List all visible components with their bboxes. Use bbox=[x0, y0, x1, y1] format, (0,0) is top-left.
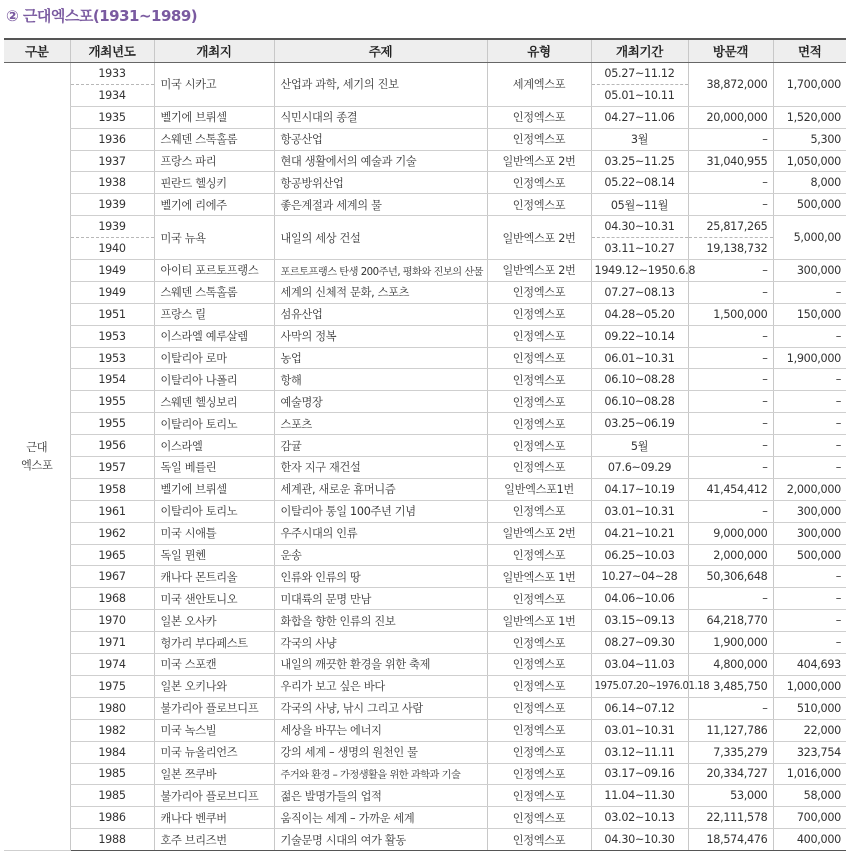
area-cell: – bbox=[773, 632, 846, 654]
place-cell: 스웨덴 스톡홀롬 bbox=[154, 128, 274, 150]
type-cell: 인정엑스포 bbox=[487, 128, 591, 150]
place-cell: 프랑스 릴 bbox=[154, 303, 274, 325]
area-cell: – bbox=[773, 281, 846, 303]
year-cell: 1985 bbox=[70, 763, 154, 785]
year-cell: 1961 bbox=[70, 500, 154, 522]
table-row bbox=[4, 675, 846, 697]
year-cell: 1953 bbox=[70, 325, 154, 347]
visitors-cell: – bbox=[688, 325, 773, 347]
area-cell: 5,300 bbox=[773, 128, 846, 150]
table-row bbox=[4, 478, 846, 500]
period-cell: 06.01~10.31 bbox=[591, 347, 688, 369]
visitors-cell: – bbox=[688, 435, 773, 457]
theme-cell: 내일의 세상 건설 bbox=[274, 216, 487, 260]
place-cell: 미국 녹스빌 bbox=[154, 719, 274, 741]
type-cell: 일반엑스포 1번 bbox=[487, 610, 591, 632]
place-cell: 이탈리아 토리노 bbox=[154, 500, 274, 522]
table-row bbox=[4, 194, 846, 216]
period-cell: 5월 bbox=[591, 435, 688, 457]
place-cell: 호주 브리즈번 bbox=[154, 829, 274, 851]
visitors-cell: – bbox=[688, 500, 773, 522]
section-title: ② 근대엑스포(1931~1989) bbox=[6, 7, 198, 25]
area-cell: 323,754 bbox=[773, 741, 846, 763]
visitors-cell: 20,334,727 bbox=[688, 763, 773, 785]
table-row bbox=[4, 435, 846, 457]
table-row bbox=[4, 588, 846, 610]
expo-table bbox=[4, 38, 846, 851]
type-cell: 인정엑스포 bbox=[487, 413, 591, 435]
area-cell: – bbox=[773, 457, 846, 479]
place-cell: 스웨덴 스톡홀롬 bbox=[154, 281, 274, 303]
place-cell: 핀란드 헬싱키 bbox=[154, 172, 274, 194]
place-cell: 캐나다 벤쿠버 bbox=[154, 807, 274, 829]
period-cell: 10.27~04~28 bbox=[591, 566, 688, 588]
visitors-cell: – bbox=[688, 413, 773, 435]
year-cell: 1968 bbox=[70, 588, 154, 610]
period-cell: 03.17~09.16 bbox=[591, 763, 688, 785]
year-cell: 1957 bbox=[70, 457, 154, 479]
visitors-cell: 1,900,000 bbox=[688, 632, 773, 654]
theme-cell: 각국의 사냥 bbox=[274, 632, 487, 654]
period-cell: 05.27~11.12 bbox=[591, 63, 688, 85]
visitors-cell: 25,817,265 bbox=[688, 216, 773, 238]
period-cell: 1975.07.20~1976.01.18 bbox=[591, 675, 688, 697]
table-header-row bbox=[4, 39, 846, 63]
visitors-cell: – bbox=[688, 369, 773, 391]
place-cell: 벨기에 브뤼셀 bbox=[154, 478, 274, 500]
area-cell: 22,000 bbox=[773, 719, 846, 741]
period-cell: 04.27~11.06 bbox=[591, 106, 688, 128]
visitors-cell: – bbox=[688, 391, 773, 413]
category-cell: 근대 엑스포 bbox=[4, 63, 70, 851]
visitors-cell: – bbox=[688, 457, 773, 479]
table-row bbox=[4, 544, 846, 566]
area-cell: 5,000,00 bbox=[773, 216, 846, 260]
type-cell: 인정엑스포 bbox=[487, 435, 591, 457]
period-cell: 08.27~09.30 bbox=[591, 632, 688, 654]
table-row bbox=[4, 325, 846, 347]
type-cell: 인정엑스포 bbox=[487, 741, 591, 763]
place-cell: 미국 시카고 bbox=[154, 63, 274, 107]
place-cell: 벨기에 브뤼셀 bbox=[154, 106, 274, 128]
area-cell: 404,693 bbox=[773, 654, 846, 676]
year-cell: 1953 bbox=[70, 347, 154, 369]
year-cell: 1988 bbox=[70, 829, 154, 851]
visitors-cell: – bbox=[688, 172, 773, 194]
theme-cell: 각국의 사냥, 낚시 그리고 사람 bbox=[274, 697, 487, 719]
table-row bbox=[4, 391, 846, 413]
year-cell: 1980 bbox=[70, 697, 154, 719]
type-cell: 일반엑스포 2번 bbox=[487, 216, 591, 260]
header-theme: 주제 bbox=[274, 39, 487, 63]
table-row bbox=[4, 807, 846, 829]
year-cell: 1958 bbox=[70, 478, 154, 500]
year-cell: 1970 bbox=[70, 610, 154, 632]
place-cell: 불가리아 플로브디프 bbox=[154, 785, 274, 807]
year-cell: 1971 bbox=[70, 632, 154, 654]
type-cell: 인정엑스포 bbox=[487, 172, 591, 194]
place-cell: 일본 오키나와 bbox=[154, 675, 274, 697]
year-cell: 1955 bbox=[70, 413, 154, 435]
type-cell: 일반엑스포 1번 bbox=[487, 566, 591, 588]
table-row bbox=[4, 260, 846, 282]
table-row bbox=[4, 172, 846, 194]
place-cell: 프랑스 파리 bbox=[154, 150, 274, 172]
visitors-cell: – bbox=[688, 281, 773, 303]
area-cell: – bbox=[773, 369, 846, 391]
theme-cell: 예술명장 bbox=[274, 391, 487, 413]
year-cell: 1939 bbox=[70, 194, 154, 216]
period-cell: 06.10~08.28 bbox=[591, 391, 688, 413]
theme-cell: 움직이는 세계 – 가까운 세계 bbox=[274, 807, 487, 829]
table-row bbox=[4, 369, 846, 391]
theme-cell: 우리가 보고 싶은 바다 bbox=[274, 675, 487, 697]
area-cell: – bbox=[773, 435, 846, 457]
table-row bbox=[4, 697, 846, 719]
area-cell: 1,016,000 bbox=[773, 763, 846, 785]
header-type: 유형 bbox=[487, 39, 591, 63]
table-row bbox=[4, 281, 846, 303]
area-cell: 510,000 bbox=[773, 697, 846, 719]
visitors-cell: – bbox=[688, 194, 773, 216]
visitors-cell: 9,000,000 bbox=[688, 522, 773, 544]
period-cell: 04.28~05.20 bbox=[591, 303, 688, 325]
visitors-cell: – bbox=[688, 128, 773, 150]
year-cell: 1984 bbox=[70, 741, 154, 763]
type-cell: 세계엑스포 bbox=[487, 63, 591, 107]
table-row bbox=[4, 785, 846, 807]
period-cell: 07.27~08.13 bbox=[591, 281, 688, 303]
type-cell: 인정엑스포 bbox=[487, 544, 591, 566]
area-cell: – bbox=[773, 325, 846, 347]
theme-cell: 미대륙의 문명 만남 bbox=[274, 588, 487, 610]
place-cell: 이스라엘 예루살렘 bbox=[154, 325, 274, 347]
type-cell: 인정엑스포 bbox=[487, 675, 591, 697]
area-cell: 8,000 bbox=[773, 172, 846, 194]
header-area: 면적 bbox=[773, 39, 846, 63]
theme-cell: 사막의 정복 bbox=[274, 325, 487, 347]
visitors-cell: 7,335,279 bbox=[688, 741, 773, 763]
area-cell: 500,000 bbox=[773, 194, 846, 216]
header-place: 개최지 bbox=[154, 39, 274, 63]
theme-cell: 내일의 깨끗한 환경을 위한 축제 bbox=[274, 654, 487, 676]
period-cell: 05.22~08.14 bbox=[591, 172, 688, 194]
visitors-cell: 4,800,000 bbox=[688, 654, 773, 676]
place-cell: 스웨덴 헬싱보리 bbox=[154, 391, 274, 413]
theme-cell: 섬유산업 bbox=[274, 303, 487, 325]
year-cell: 1974 bbox=[70, 654, 154, 676]
visitors-cell: 19,138,732 bbox=[688, 238, 773, 260]
area-cell: 58,000 bbox=[773, 785, 846, 807]
visitors-cell: 53,000 bbox=[688, 785, 773, 807]
place-cell: 일본 쯔쿠바 bbox=[154, 763, 274, 785]
table-row bbox=[4, 63, 846, 85]
table-row bbox=[4, 216, 846, 238]
table-row bbox=[4, 763, 846, 785]
period-cell: 04.30~10.31 bbox=[591, 216, 688, 238]
area-cell: 300,000 bbox=[773, 500, 846, 522]
header-category: 구분 bbox=[4, 39, 70, 63]
area-cell: 1,000,000 bbox=[773, 675, 846, 697]
header-year: 개최년도 bbox=[70, 39, 154, 63]
period-cell: 03.01~10.31 bbox=[591, 719, 688, 741]
period-cell: 3월 bbox=[591, 128, 688, 150]
theme-cell: 현대 생활에서의 예술과 기술 bbox=[274, 150, 487, 172]
type-cell: 인정엑스포 bbox=[487, 391, 591, 413]
area-cell: – bbox=[773, 391, 846, 413]
theme-cell: 한자 지구 재건설 bbox=[274, 457, 487, 479]
theme-cell: 항해 bbox=[274, 369, 487, 391]
area-cell: 2,000,000 bbox=[773, 478, 846, 500]
year-cell: 1954 bbox=[70, 369, 154, 391]
year-cell: 1935 bbox=[70, 106, 154, 128]
area-cell: 300,000 bbox=[773, 522, 846, 544]
period-cell: 06.10~08.28 bbox=[591, 369, 688, 391]
period-cell: 03.11~10.27 bbox=[591, 238, 688, 260]
theme-cell: 산업과 과학, 세기의 진보 bbox=[274, 63, 487, 107]
period-cell: 03.12~11.11 bbox=[591, 741, 688, 763]
period-cell: 04.06~10.06 bbox=[591, 588, 688, 610]
period-cell: 03.01~10.31 bbox=[591, 500, 688, 522]
place-cell: 미국 뉴욕 bbox=[154, 216, 274, 260]
area-cell: – bbox=[773, 566, 846, 588]
table-row bbox=[4, 500, 846, 522]
period-cell: 06.14~07.12 bbox=[591, 697, 688, 719]
type-cell: 인정엑스포 bbox=[487, 763, 591, 785]
visitors-cell: 18,574,476 bbox=[688, 829, 773, 851]
area-cell: 500,000 bbox=[773, 544, 846, 566]
period-cell: 09.22~10.14 bbox=[591, 325, 688, 347]
theme-cell: 스포츠 bbox=[274, 413, 487, 435]
table-row bbox=[4, 150, 846, 172]
type-cell: 인정엑스포 bbox=[487, 654, 591, 676]
year-cell: 1955 bbox=[70, 391, 154, 413]
place-cell: 캐나다 몬트리올 bbox=[154, 566, 274, 588]
place-cell: 미국 샌안토니오 bbox=[154, 588, 274, 610]
theme-cell: 이탈리아 통일 100주년 기념 bbox=[274, 500, 487, 522]
type-cell: 인정엑스포 bbox=[487, 785, 591, 807]
theme-cell: 세계관, 새로운 휴머니즘 bbox=[274, 478, 487, 500]
theme-cell: 식민시대의 종결 bbox=[274, 106, 487, 128]
year-cell: 1956 bbox=[70, 435, 154, 457]
year-cell: 1965 bbox=[70, 544, 154, 566]
visitors-cell: 2,000,000 bbox=[688, 544, 773, 566]
table-row bbox=[4, 610, 846, 632]
area-cell: 300,000 bbox=[773, 260, 846, 282]
period-cell: 03.02~10.13 bbox=[591, 807, 688, 829]
visitors-cell: 31,040,955 bbox=[688, 150, 773, 172]
year-cell: 1967 bbox=[70, 566, 154, 588]
place-cell: 미국 뉴올리언즈 bbox=[154, 741, 274, 763]
place-cell: 헝가리 부다페스트 bbox=[154, 632, 274, 654]
visitors-cell: 22,111,578 bbox=[688, 807, 773, 829]
area-cell: 150,000 bbox=[773, 303, 846, 325]
theme-cell: 좋은계절과 세계의 물 bbox=[274, 194, 487, 216]
period-cell: 03.15~09.13 bbox=[591, 610, 688, 632]
visitors-cell: – bbox=[688, 347, 773, 369]
visitors-cell: 64,218,770 bbox=[688, 610, 773, 632]
type-cell: 인정엑스포 bbox=[487, 829, 591, 851]
theme-cell: 우주시대의 인류 bbox=[274, 522, 487, 544]
place-cell: 이스라엘 bbox=[154, 435, 274, 457]
year-cell: 1936 bbox=[70, 128, 154, 150]
place-cell: 아이티 포르토프랭스 bbox=[154, 260, 274, 282]
theme-cell: 포르토프랭스 탄생 200주년, 평화와 진보의 산물 bbox=[274, 260, 487, 282]
place-cell: 이탈리아 나폴리 bbox=[154, 369, 274, 391]
type-cell: 일반엑스포 2번 bbox=[487, 260, 591, 282]
visitors-cell: 20,000,000 bbox=[688, 106, 773, 128]
type-cell: 인정엑스포 bbox=[487, 106, 591, 128]
table-body bbox=[4, 63, 846, 851]
theme-cell: 강의 세계 – 생명의 원천인 물 bbox=[274, 741, 487, 763]
place-cell: 벨기에 리에주 bbox=[154, 194, 274, 216]
period-cell: 03.04~11.03 bbox=[591, 654, 688, 676]
area-cell: – bbox=[773, 610, 846, 632]
place-cell: 미국 시애틀 bbox=[154, 522, 274, 544]
theme-cell: 농업 bbox=[274, 347, 487, 369]
table-row bbox=[4, 106, 846, 128]
period-cell: 07.6~09.29 bbox=[591, 457, 688, 479]
area-cell: 700,000 bbox=[773, 807, 846, 829]
type-cell: 인정엑스포 bbox=[487, 588, 591, 610]
table-row bbox=[4, 741, 846, 763]
period-cell: 06.25~10.03 bbox=[591, 544, 688, 566]
type-cell: 인정엑스포 bbox=[487, 347, 591, 369]
type-cell: 인정엑스포 bbox=[487, 194, 591, 216]
period-cell: 03.25~06.19 bbox=[591, 413, 688, 435]
year-cell: 1985 bbox=[70, 785, 154, 807]
visitors-cell: 41,454,412 bbox=[688, 478, 773, 500]
theme-cell: 젊은 발명가들의 업적 bbox=[274, 785, 487, 807]
place-cell: 이탈리아 토리노 bbox=[154, 413, 274, 435]
year-cell: 1933 bbox=[70, 63, 154, 85]
period-cell: 04.30~10.30 bbox=[591, 829, 688, 851]
table-row bbox=[4, 457, 846, 479]
theme-cell: 세계의 신체적 문화, 스포츠 bbox=[274, 281, 487, 303]
year-cell: 1986 bbox=[70, 807, 154, 829]
place-cell: 미국 스포캔 bbox=[154, 654, 274, 676]
type-cell: 인정엑스포 bbox=[487, 807, 591, 829]
visitors-cell: – bbox=[688, 588, 773, 610]
theme-cell: 주거와 환경 – 가정생활을 위한 과학과 기술 bbox=[274, 763, 487, 785]
period-cell: 04.17~10.19 bbox=[591, 478, 688, 500]
year-cell: 1982 bbox=[70, 719, 154, 741]
type-cell: 인정엑스포 bbox=[487, 325, 591, 347]
year-cell: 1951 bbox=[70, 303, 154, 325]
theme-cell: 화합을 향한 인류의 진보 bbox=[274, 610, 487, 632]
type-cell: 인정엑스포 bbox=[487, 500, 591, 522]
table-row bbox=[4, 566, 846, 588]
area-cell: – bbox=[773, 588, 846, 610]
year-cell: 1940 bbox=[70, 238, 154, 260]
type-cell: 인정엑스포 bbox=[487, 281, 591, 303]
table-row bbox=[4, 522, 846, 544]
table-row bbox=[4, 347, 846, 369]
table-row bbox=[4, 829, 846, 851]
period-cell: 05월~11월 bbox=[591, 194, 688, 216]
period-cell: 05.01~10.11 bbox=[591, 84, 688, 106]
theme-cell: 항공방위산업 bbox=[274, 172, 487, 194]
table-row bbox=[4, 128, 846, 150]
theme-cell: 기술문명 시대의 여가 활동 bbox=[274, 829, 487, 851]
type-cell: 일반엑스포1번 bbox=[487, 478, 591, 500]
place-cell: 독일 베를린 bbox=[154, 457, 274, 479]
type-cell: 일반엑스포 2번 bbox=[487, 150, 591, 172]
area-cell: – bbox=[773, 413, 846, 435]
period-cell: 1949.12~1950.6.8 bbox=[591, 260, 688, 282]
visitors-cell: – bbox=[688, 697, 773, 719]
period-cell: 11.04~11.30 bbox=[591, 785, 688, 807]
type-cell: 인정엑스포 bbox=[487, 719, 591, 741]
year-cell: 1937 bbox=[70, 150, 154, 172]
place-cell: 독일 뮌헨 bbox=[154, 544, 274, 566]
period-cell: 03.25~11.25 bbox=[591, 150, 688, 172]
year-cell: 1949 bbox=[70, 281, 154, 303]
year-cell: 1934 bbox=[70, 84, 154, 106]
type-cell: 일반엑스포 2번 bbox=[487, 522, 591, 544]
type-cell: 인정엑스포 bbox=[487, 369, 591, 391]
visitors-cell: 50,306,648 bbox=[688, 566, 773, 588]
visitors-cell: – bbox=[688, 260, 773, 282]
type-cell: 인정엑스포 bbox=[487, 457, 591, 479]
theme-cell: 항공산업 bbox=[274, 128, 487, 150]
place-cell: 불가리아 플로브디프 bbox=[154, 697, 274, 719]
header-visitors: 방문객 bbox=[688, 39, 773, 63]
table-row bbox=[4, 303, 846, 325]
period-cell: 04.21~10.21 bbox=[591, 522, 688, 544]
visitors-cell: 11,127,786 bbox=[688, 719, 773, 741]
type-cell: 인정엑스포 bbox=[487, 697, 591, 719]
theme-cell: 운송 bbox=[274, 544, 487, 566]
table-row bbox=[4, 413, 846, 435]
year-cell: 1938 bbox=[70, 172, 154, 194]
table-row bbox=[4, 632, 846, 654]
area-cell: 1,050,000 bbox=[773, 150, 846, 172]
visitors-cell: 38,872,000 bbox=[688, 63, 773, 107]
area-cell: 1,900,000 bbox=[773, 347, 846, 369]
area-cell: 400,000 bbox=[773, 829, 846, 851]
year-cell: 1975 bbox=[70, 675, 154, 697]
type-cell: 인정엑스포 bbox=[487, 303, 591, 325]
year-cell: 1939 bbox=[70, 216, 154, 238]
table-row bbox=[4, 654, 846, 676]
theme-cell: 인류와 인류의 땅 bbox=[274, 566, 487, 588]
place-cell: 일본 오사카 bbox=[154, 610, 274, 632]
type-cell: 인정엑스포 bbox=[487, 632, 591, 654]
area-cell: 1,520,000 bbox=[773, 106, 846, 128]
year-cell: 1962 bbox=[70, 522, 154, 544]
header-period: 개최기간 bbox=[591, 39, 688, 63]
table-row bbox=[4, 719, 846, 741]
visitors-cell: 1,500,000 bbox=[688, 303, 773, 325]
theme-cell: 감귤 bbox=[274, 435, 487, 457]
visitors-cell: 3,485,750 bbox=[688, 675, 773, 697]
year-cell: 1949 bbox=[70, 260, 154, 282]
area-cell: 1,700,000 bbox=[773, 63, 846, 107]
place-cell: 이탈리아 로마 bbox=[154, 347, 274, 369]
theme-cell: 세상을 바꾸는 에너지 bbox=[274, 719, 487, 741]
